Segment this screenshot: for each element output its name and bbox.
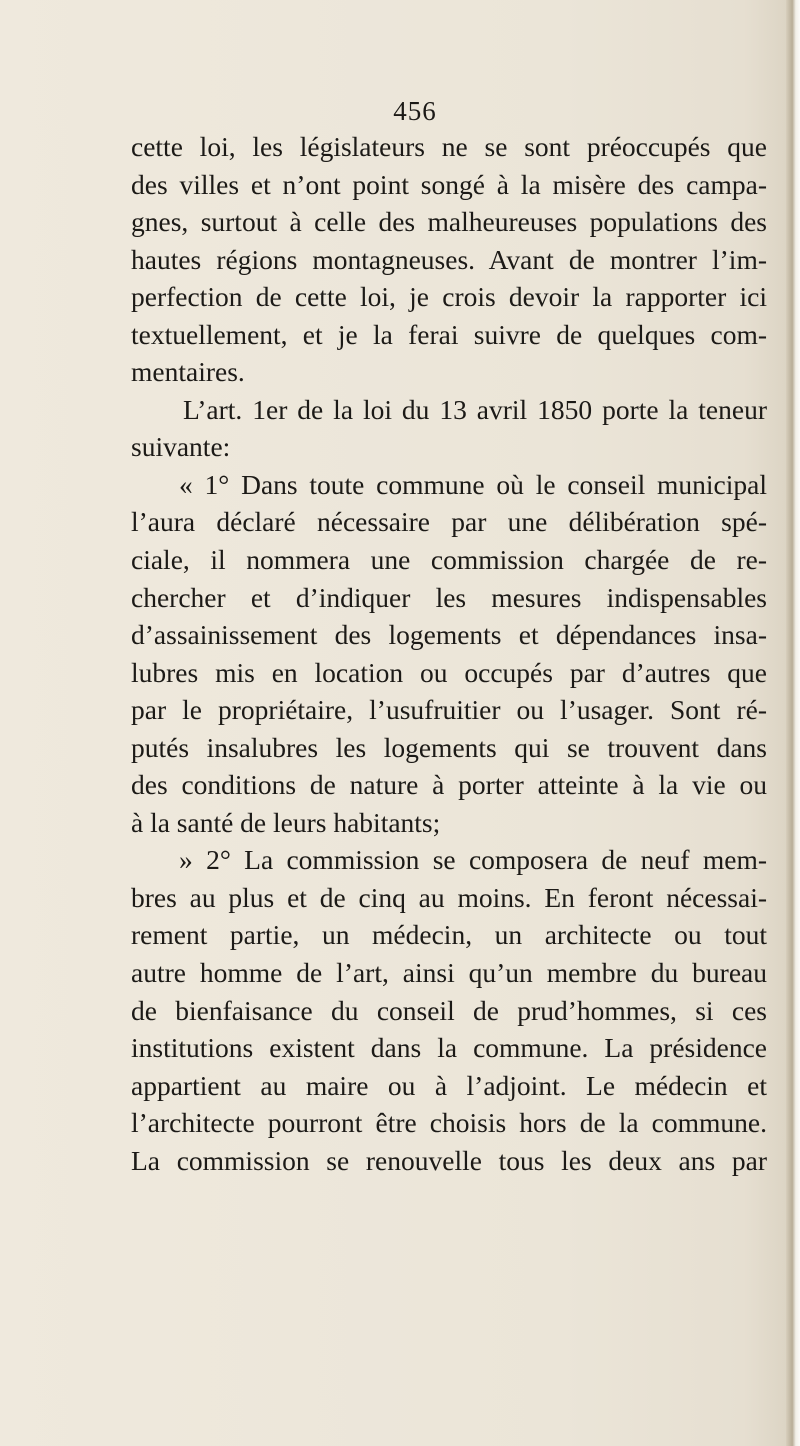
text-line: d’assainissement des logements et dépendances insa- [131,619,767,651]
text-line: l’aura déclaré nécessaire par une délibération spé- [131,506,767,538]
text-line: mentaires. [131,356,245,388]
text-line: rement partie, un médecin, un architecte ou tout [131,919,767,951]
text-line: gnes, surtout à celle des malheureuses populations des [131,206,767,238]
text-line: putés insalubres les logements qui se trouvent dans [131,731,767,763]
text-line: à la santé de leurs habitants; [131,806,441,838]
text-line: L’art. 1er de la loi du 13 avril 1850 porte la teneur [183,393,767,425]
text-line: des conditions de nature à porter atteinte à la vie ou [131,769,767,801]
text-line: ciale, il nommera une commission chargée de re- [131,544,767,576]
text-line: par le propriétaire, l’usufruitier ou l’usager. Sont ré- [131,694,767,726]
text-line: textuellement, et je la ferai suivre de quelques com- [131,318,767,350]
text-line: lubres mis en location ou occupés par d’autres que [131,656,767,688]
text-line: bres au plus et de cinq au moins. En feront nécessai- [131,881,767,913]
text-line: l’architecte pourront être choisis hors de la commune. [131,1107,767,1139]
text-line: suivante: [131,431,231,463]
text-line: » 2° La commission se composera de neuf mem- [179,844,767,876]
text-line: institutions existent dans la commune. La présidence [131,1032,767,1064]
text-line: La commission se renouvelle tous les deux ans par [131,1144,767,1176]
text-line: des villes et n’ont point songé à la misère des campa- [131,168,767,200]
page-number: 456 [393,96,437,126]
text-line: « 1° Dans toute commune où le conseil municipal [179,468,767,500]
text-line: perfection de cette loi, je crois devoir la rapporter ici [131,281,767,313]
text-line: de bienfaisance du conseil de prud’hommes, si ces [131,994,767,1026]
text-line: autre homme de l’art, ainsi qu’un membre du bureau [131,957,767,989]
text-line: hautes régions montagneuses. Avant de montrer l’im- [131,243,767,275]
text-line: chercher et d’indiquer les mesures indispensables [131,581,767,613]
text-line: appartient au maire ou à l’adjoint. Le médecin et [131,1069,767,1101]
text-line: cette loi, les législateurs ne se sont préoccupés que [131,131,767,162]
page-edge-shadow [786,0,800,1446]
body-text [131,128,767,1179]
